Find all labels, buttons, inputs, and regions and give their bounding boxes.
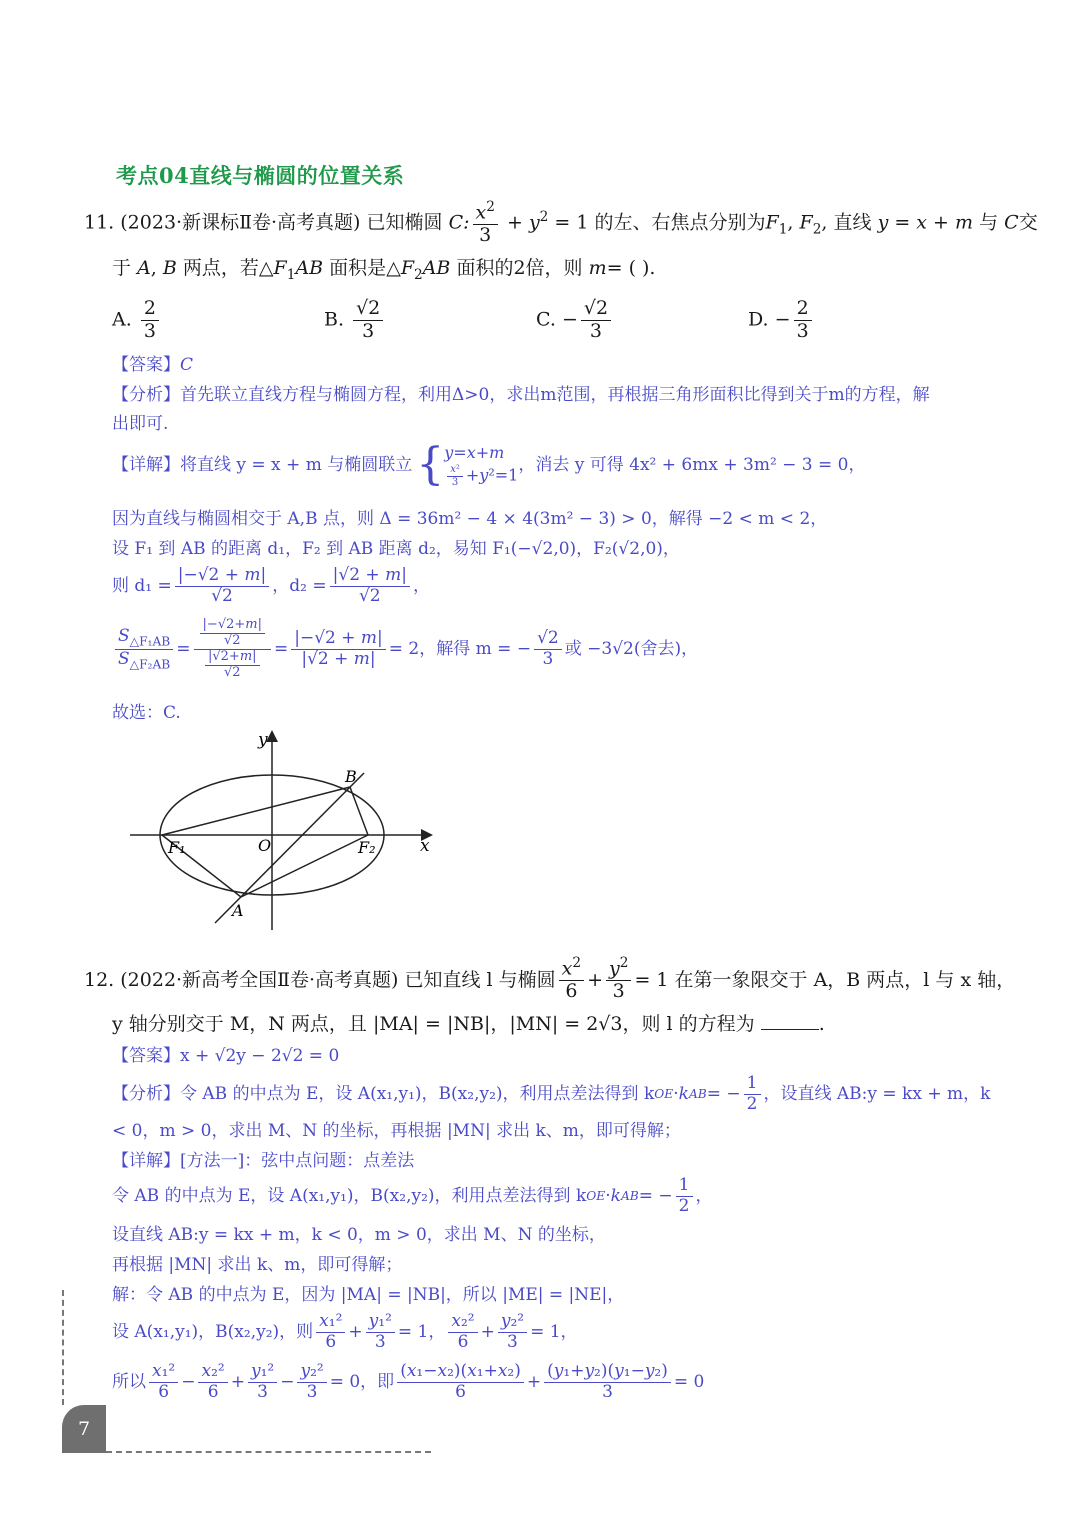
option-label: C. (536, 308, 556, 331)
page-number: 7 (62, 1405, 106, 1453)
q12-number: 12. (84, 968, 115, 991)
detail5-tail: = 2，解得 m = − (388, 639, 532, 660)
q11-stem-text4: 与 (979, 211, 999, 234)
detail-tag: 【详解】 (112, 1151, 180, 1171)
q12-detail-4: 再根据 |MN| 求出 k、m，即可得解； (112, 1255, 403, 1275)
detail-text: [方法一]：弦中点问题：点差法 (180, 1151, 415, 1171)
q12-detail-3: 设直线 AB:y = kx + m，k < 0，m > 0，求出 M、N 的坐标， (112, 1225, 606, 1245)
analysis-text-b: ，设直线 AB:y = kx + m，k (763, 1084, 991, 1105)
q11-line2-c: 面积是 (329, 257, 387, 279)
label-b: B (345, 767, 357, 786)
q12-answer (112, 1043, 339, 1069)
detail2-text: 令 AB 的中点为 E，设 A(x₁,y₁)，B(x₂,y₂)，利用点差法得到 k (112, 1186, 587, 1207)
section-title: 考点04直线与椭圆的位置关系 (116, 163, 405, 188)
label-f2: F₂ (358, 838, 376, 857)
q11-detail-3: 设 F₁ 到 AB 的距离 d₁，F₂ 到 AB 距离 d₂，易知 F₁(−√2,0)，F₂(√2,0)， (112, 539, 680, 559)
analysis-tag: 【分析】 (112, 385, 180, 405)
q11-analysis (112, 382, 1012, 408)
q12-source: (2022·新高考全国Ⅱ卷·高考真题) (120, 968, 399, 991)
q12-line2: y 轴分别交于 M，N 两点，且 |MA| = |NB|，|MN| = 2√3，则 l 的方程为 (112, 1013, 755, 1035)
q11-detail-4: 则 d₁ = $\frac{|-√2 + m|}{√2}$ ，d₂ = $\frac{|√2 + m|}{√2}$ ， (112, 565, 430, 606)
equation-system: { y=x+m $\frac{\text{x²}}{3}$ +y²=1 (416, 439, 519, 490)
q11-detail-5: $\frac{S_{\triangle F_1AB}}{S_{\triangle F_2AB}}$ = $\frac{\frac{|-√2+m|}{√2}}{\frac{|√2+m|}{√2}}$ = $\frac{|-√2 + m|}{|√2 + m|}$ = 2，解得 m = − $\frac{√2}{3}$ 或 −3√2(舍去)， (112, 618, 698, 681)
q11-detail-1 (112, 439, 866, 490)
q12-analysis: 【分析】 令 AB 的中点为 E，设 A(x₁,y₁)，B(x₂,y₂)，利用点差法得到 k OE · k AB = − $\frac{1}{2}$ ，设直线 AB:y = kx + m，k (112, 1073, 991, 1114)
q11-source: (2023·新课标Ⅱ卷·高考真题) (120, 211, 361, 234)
option-sign: − (561, 308, 578, 331)
footer-dashed-border-vertical (62, 1290, 64, 1405)
q11-line2-b: 两点，若 (182, 257, 259, 279)
q12-stem-a: 已知直线 l 与椭圆 (404, 968, 556, 991)
option-num: √2 (353, 298, 383, 321)
option-label: B. (324, 308, 345, 331)
q11-line2-d: 面积的2倍，则 (456, 257, 583, 279)
detail7-b: = 0，即 (329, 1372, 395, 1393)
detail7-a: 所以 (112, 1372, 146, 1393)
segment-f2-b (350, 787, 368, 835)
q11-line2-a: 于 (112, 257, 132, 279)
ellipse-figure (120, 725, 440, 935)
answer-value: C (180, 355, 194, 375)
q12-detail-1 (112, 1148, 414, 1174)
analysis-tag: 【分析】 (112, 1084, 180, 1105)
detail-text: 将直线 y = x + m 与椭圆联立 (180, 455, 413, 475)
option-den: 3 (362, 319, 375, 342)
option-num: 2 (794, 298, 812, 321)
q12-analysis-2: < 0，m > 0，求出 M、N 的坐标，再根据 |MN| 求出 k、m，即可得解； (112, 1121, 681, 1141)
q12-stem-line2 (112, 1010, 825, 1038)
option-num: √2 (581, 298, 611, 321)
q11-detail-2: 因为直线与椭圆相交于 A,B 点，则 Δ = 36m² − 4 × 4(3m² − 3) > 0，解得 −2 < m < 2， (112, 509, 828, 529)
analysis-text: 令 AB 的中点为 E，设 A(x₁,y₁)，B(x₂,y₂)，利用点差法得到 k (180, 1084, 655, 1105)
q11-option-c[interactable] (536, 298, 614, 343)
q11-number: 11. (84, 211, 115, 234)
q11-stem-text2: 的左、右焦点分别为 (594, 211, 766, 234)
label-f1: F₁ (168, 838, 186, 857)
q11-option-a[interactable] (112, 298, 162, 343)
footer-dashed-border-horizontal (106, 1451, 431, 1453)
option-den: 3 (796, 319, 809, 342)
option-den: 3 (143, 319, 156, 342)
detail5-end: 或 −3√2(舍去)， (564, 639, 699, 660)
label-x: x (420, 836, 430, 856)
q11-analysis-2: 出即可. (112, 414, 169, 434)
q11-stem-text5: 交 (1018, 211, 1038, 234)
q12-stem-b: = 1 在第一象限交于 A，B 两点，l 与 x 轴， (634, 968, 1016, 991)
q11-curve-name: C: (448, 211, 470, 234)
label-y: y (258, 730, 268, 750)
q12-detail-5: 解：令 AB 的中点为 E，因为 |MA| = |NB|，所以 |ME| = |NE|， (112, 1285, 625, 1305)
q11-line2-e: = ( ). (606, 257, 656, 279)
q12-detail-6: 设 A(x₁,y₁)，B(x₂,y₂)，则 $\frac{\text{x₁²}}{6}$ + $\frac{\text{y₁²}}{3}$ = 1， $\frac{\text{x₂²}}{6}$ + $\frac{\text{y₂²}}{3}$ = 1， (112, 1311, 578, 1352)
q11-stem-line1: 11. (2023·新课标Ⅱ卷·高考真题) 已知椭圆 C: $\frac{x^2}{3}$ + $y^2 = 1$ 的左、右焦点分别为$F_1$, $F_2$, 直线 y = x + m 与 C交 (84, 199, 1038, 247)
detail-text-b: ，消去 y 可得 4x² + 6mx + 3m² − 3 = 0， (518, 455, 866, 475)
q11-answer (112, 352, 193, 378)
answer-tag: 【答案】 (112, 355, 180, 375)
detail4-b: ，d₂ = (272, 576, 327, 597)
q11-stem-text3: 直线 (833, 211, 872, 234)
answer-value: x + √2y − 2√2 = 0 (180, 1046, 340, 1066)
option-num: 2 (141, 298, 159, 321)
detail6-a: 设 A(x₁,y₁)，B(x₂,y₂)，则 (112, 1322, 314, 1343)
option-den: 3 (589, 319, 603, 342)
answer-blank[interactable] (761, 1029, 819, 1030)
q11-stem-line2: 于 A, B 两点，若$\triangle F_1AB$ 面积是$\triangle F_2AB$ 面积的2倍，则 m= ( ). (112, 257, 656, 283)
q12-detail-7: 所以 $\frac{\text{x₁²}}{6}$ − $\frac{\text{x₂²}}{6}$ + $\frac{\text{y₁²}}{3}$ − $\frac{\text{y₂²}}{3}$ = 0，即 $\frac{\text{(x₁−x₂)(x₁+x₂)}}{6}$ + $\frac{\text{(y₁+y₂)(y₁−y₂)}}{3}$ = 0 (112, 1361, 705, 1402)
q11-stem-text: 已知椭圆 (366, 211, 443, 234)
option-sign: − (774, 308, 791, 331)
label-a: A (232, 901, 244, 920)
q11-option-b[interactable] (324, 298, 386, 343)
detail4-a: 则 d₁ = (112, 576, 172, 597)
q12-stem-line1: 12. (2022·新高考全国Ⅱ卷·高考真题) 已知直线 l 与椭圆 $\frac{x^2}{6}$ + $\frac{y^2}{3}$ = 1 在第一象限交于 A，B 两点，l 与 x 轴， (84, 955, 1016, 1003)
q11-conclusion: 故选：C. (112, 703, 181, 723)
q12-detail-2: 令 AB 的中点为 E，设 A(x₁,y₁)，B(x₂,y₂)，利用点差法得到 k OE · k AB = − $\frac{1}{2}$ ， (112, 1175, 713, 1216)
q12-line2-end: . (818, 1013, 825, 1035)
option-label: A. (112, 308, 132, 331)
q11-option-d[interactable] (748, 298, 815, 343)
analysis-text: 首先联立直线方程与椭圆方程，利用Δ>0，求出m范围，再根据三角形面积比得到关于m的方程，解 (180, 385, 930, 405)
option-label: D. (748, 308, 769, 331)
detail-tag: 【详解】 (112, 455, 180, 475)
label-o: O (258, 836, 272, 855)
answer-tag: 【答案】 (112, 1046, 180, 1066)
